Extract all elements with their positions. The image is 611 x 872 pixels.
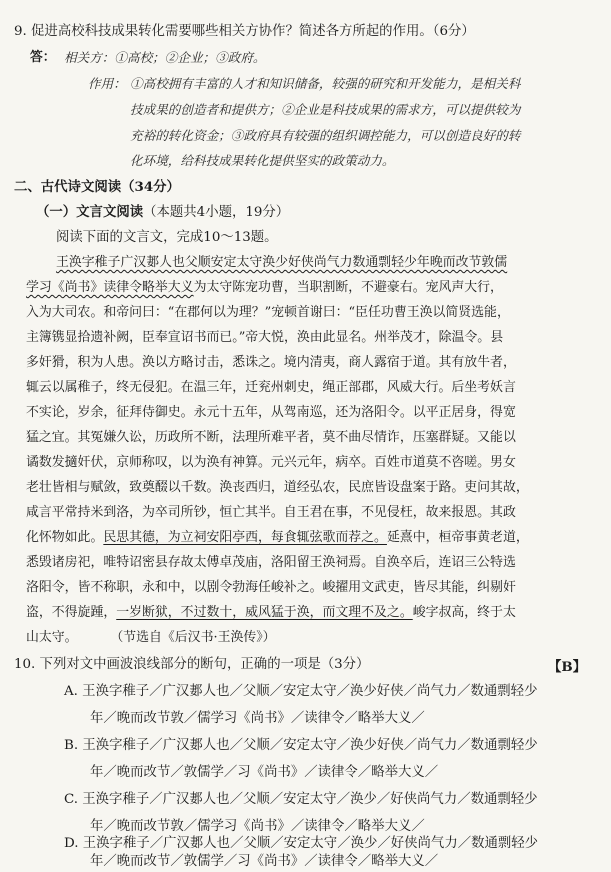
passage-line [56, 254, 507, 272]
option-d-line: D. 王涣字稚子／广汉郪人也／父顺／安定太守／涣少／好侠尚气力／数通剽轻少 [64, 836, 539, 851]
answer-label: 答： [30, 50, 56, 65]
answer-role-line: 化环境，给科技成果转化提供坚实的政策动力。 [130, 153, 395, 168]
answer-role-line: ①高校拥有丰富的人才和知识储备，较强的研究和开发能力，是相关科 [130, 76, 521, 91]
passage-text: 峻字叔高，终于太 [412, 605, 516, 620]
passage-line: 悉毁诸房祀，唯特诏密县存故太傅卓茂庙，洛阳留王涣祠焉。自涣卒后，连诏三公特选 [26, 555, 516, 570]
answer-role-line: 技成果的创造者和提供方；②企业是科技成果的需求方，可以提供较为 [130, 102, 521, 117]
passage-line: 谲数发擿奸伏，京师称叹，以为涣有神算。元兴元年，病卒。百姓市道莫不咨嗟。男女 [26, 455, 516, 470]
option-b-line: B. 王涣字稚子／广汉郪人也／父顺／安定太守／涣少好侠／尚气力／数通剽轻少 [64, 738, 538, 753]
passage-line: 老壮皆相与赋敛，致奠醊以千数。涣丧西归，道经弘农，民庶皆设盘案于路。吏问其故， [26, 480, 529, 495]
option-c-line: 年／晚而改节敦／儒学习《尚书》／读律令／略举大义／ [90, 819, 425, 834]
question-10-stem: 10. 下列对文中画波浪线部分的断句，正确的一项是（3分） [14, 657, 370, 672]
passage-source-line: 山太守。 （节选自《后汉书·王涣传》） [26, 630, 276, 645]
passage-line: 不实论，岁余，征拜侍御史。永元十五年，从驾南巡，还为洛阳令。以平正居身，得宽 [26, 405, 516, 420]
question-9-stem: 9. 促进高校科技成果转化需要哪些相关方协作？简述各方所起的作用。（6分） [14, 24, 475, 39]
passage-text: 延熹中，桓帝事黄老道， [386, 530, 529, 545]
passage-wavy-text: 王涣字稚子广汉郪人也父顺安定太守涣少好侠尚气力数通剽轻少年晚而改节敦儒 [56, 255, 508, 270]
passage-line [26, 279, 503, 297]
option-d-line: 年／晚而改节／敦儒学／习《尚书》／读律令／略举大义／ [90, 854, 439, 869]
passage-line [26, 604, 516, 622]
option-a-line: A. 王涣字稚子／广汉郪人也／父顺／安定太守／涣少好侠／尚气力／数通剽轻少 [64, 684, 538, 699]
passage-wavy-text: 学习《尚书》读律令略举大义 [26, 280, 194, 295]
passage-line: 洛阳令，皆不称职，永和中，以剧令勃海任峻补之。峻擢用文武吏，皆尽其能，纠剔奸 [26, 580, 516, 595]
subsection-title [36, 203, 289, 222]
subsection-note: （本题共4小题，19分） [143, 205, 290, 220]
option-a-line: 年／晚而改节敦／儒学习《尚书》／读律令／略举大义／ [90, 711, 425, 726]
passage-line: 主簿镌显拾遗补阙，臣奉宣诏书而已。”帝大悦，涣由此显名。州举茂才，除温令。县 [26, 330, 504, 345]
passage-underlined-text: 一岁断狱，不过数十，威风猛于涣，而文理不及之。 [116, 605, 413, 620]
passage-line: 咸言平常持米到洛，为卒司所钞，恒亡其半。自王君在事，不见侵枉，故来报恩。其政 [26, 505, 516, 520]
option-c-line: C. 王涣字稚子／广汉郪人也／父顺／安定太守／涣少／好侠尚气力／数通剽轻少 [64, 792, 538, 807]
passage-line: 辄云以属稚子，终无侵犯。在温三年，迁兖州刺史，绳正部郡，风威大行。后坐考妖言 [26, 380, 516, 395]
answer-parties: 相关方：①高校；②企业；③政府。 [64, 50, 266, 65]
passage-text: 化怀物如此。 [26, 530, 104, 545]
passage-text: 盗，不得旋踵， [26, 605, 117, 620]
reading-instruction: 阅读下面的文言文，完成10～13题。 [56, 230, 278, 245]
option-b-line: 年／晚而改节／敦儒学／习《尚书》／读律令／略举大义／ [90, 765, 439, 780]
passage-underlined-text: 民思其德，为立祠安阳亭西，每食辄弦歌而荐之。 [103, 530, 387, 545]
answer-key: 【B】 [548, 659, 587, 675]
passage-line: 多奸猾，积为人患。涣以方略讨击，悉诛之。境内清夷，商人露宿于道。其有放牛者， [26, 355, 516, 370]
answer-role-label: 作用： [88, 76, 126, 91]
passage-line: 猛之宜。其冤嫌久讼，历政所不断，法理所难平者，莫不曲尽情诈，压塞群疑。又能以 [26, 430, 516, 445]
section-title: 二、古代诗文阅读（34分） [14, 179, 180, 195]
passage-line [26, 529, 529, 547]
passage-line: 入为大司农。和帝问曰：“在郡何以为理？”宠顿首谢曰：“臣任功曹王涣以简贤选能， [26, 305, 510, 320]
subsection-label: （一）文言文阅读 [36, 204, 144, 220]
answer-role-line: 充裕的转化资金；③政府具有较强的组织调控能力，可以创造良好的转 [130, 128, 521, 143]
passage-text: 为太守陈宠功曹，当职割断，不避豪右。宠风声大行， [193, 280, 503, 295]
